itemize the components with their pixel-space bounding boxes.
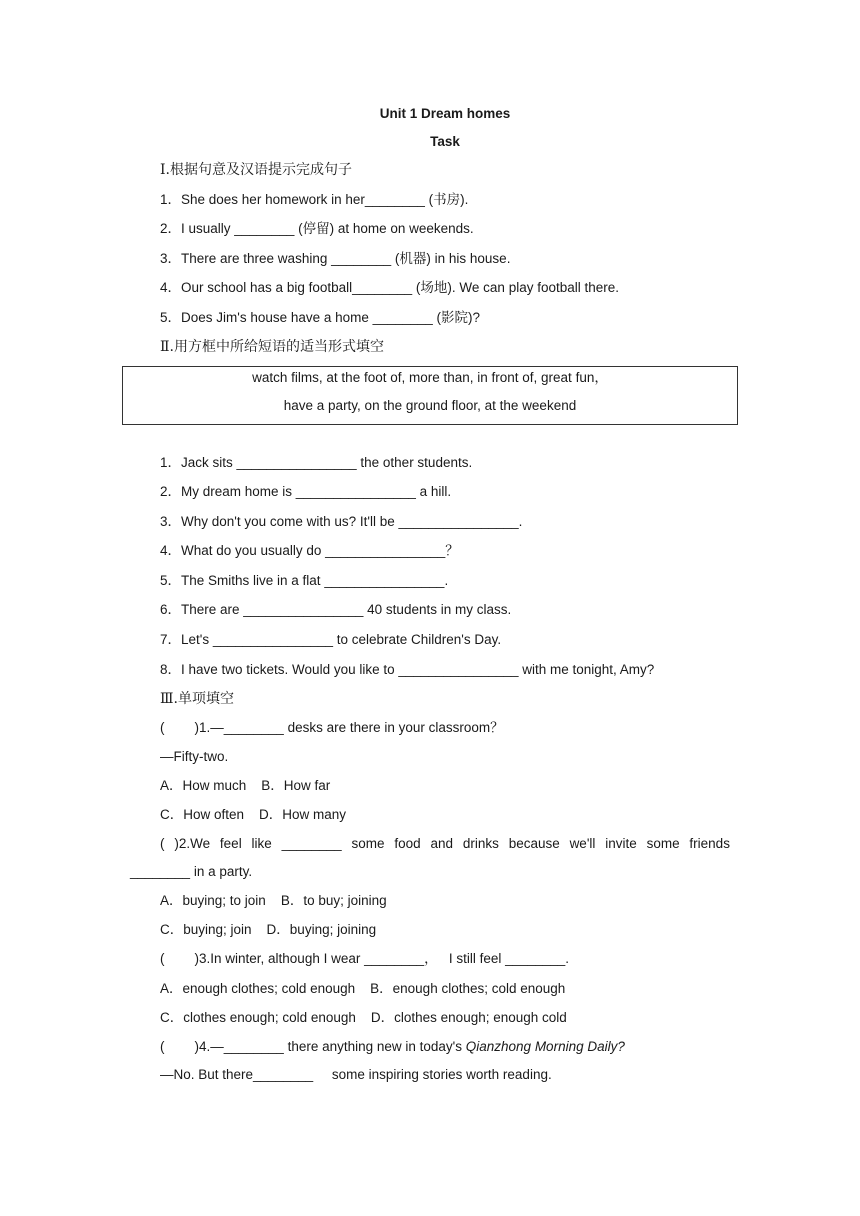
word-box [122, 366, 738, 425]
section2-item-4: 4．What do you usually do ________________？ [160, 543, 459, 558]
section1-item-5: 5．Does Jim's house have a home ________ (影院)? [160, 310, 480, 325]
question-2-options-ab: A．buying; to join B．to buy; joining [160, 893, 387, 908]
page-title: Unit 1 Dream homes [379, 106, 511, 121]
q2-word: ________ [281, 836, 342, 851]
section2-item-8: 8．I have two tickets. Would you like to ________________ with me tonight, Amy? [160, 662, 655, 677]
q2-word: we'll [569, 836, 596, 851]
newspaper-title: Qianzhong Morning Daily? [465, 1039, 625, 1054]
q2-word: )2.We [174, 836, 211, 851]
question-3-options-cd: C．clothes enough; cold enough D．clothes enough; enough cold [160, 1010, 567, 1025]
section1-item-1: 1．She does her homework in her________ (书房). [160, 192, 469, 207]
section2-item-7: 7．Let's ________________ to celebrate Children's Day. [160, 632, 502, 647]
q2-word: drinks [462, 836, 499, 851]
question-1-answer: —Fifty-two. [160, 749, 229, 764]
q2-word: feel [219, 836, 242, 851]
section1-heading: Ⅰ.根据句意及汉语提示完成句子 [160, 162, 352, 178]
question-4 [160, 1037, 625, 1057]
q2-word: some [351, 836, 385, 851]
section2-heading: Ⅱ.用方框中所给短语的适当形式填空 [160, 339, 384, 355]
question-1-options-cd: C．How often D．How many [160, 807, 347, 822]
page-subtitle: Task [430, 134, 460, 149]
section2-item-1: 1．Jack sits ________________ the other students. [160, 455, 473, 470]
q2-word: like [251, 836, 272, 851]
section1-item-3: 3．There are three washing ________ (机器) in his house. [160, 251, 511, 266]
section1-item-4: 4．Our school has a big football________ (场地). We can play football there. [160, 280, 620, 295]
question-2-options-cd: C．buying; join D．buying; joining [160, 922, 377, 937]
q2-word: invite [605, 836, 637, 851]
word-box-line-2: have a party, on the ground floor, at the weekend [283, 398, 577, 413]
q2-word: ( [160, 836, 165, 851]
q2-word: friends [689, 836, 730, 851]
q2-word: some [646, 836, 680, 851]
section2-item-3: 3．Why don't you come with us? It'll be ________________. [160, 514, 523, 529]
section2-item-5: 5．The Smiths live in a flat ________________. [160, 573, 449, 588]
question-3-options-ab: A．enough clothes; cold enough B．enough clothes; cold enough [160, 981, 566, 996]
q2-word: because [508, 836, 560, 851]
word-box-line-1: watch films, at the foot of, more than, in front of, great fun， [252, 370, 608, 385]
question-2-continuation: ________ in a party. [130, 864, 253, 879]
question-1: ( )1.—________ desks are there in your classroom？ [160, 720, 504, 735]
q2-word: food [394, 836, 421, 851]
question-4-answer: —No. But there________ some inspiring stories worth reading. [160, 1067, 552, 1082]
q2-word: and [430, 836, 454, 851]
section3-heading: Ⅲ.单项填空 [160, 691, 234, 707]
question-1-options-ab: A．How much B．How far [160, 778, 331, 793]
question-4-text: ( )4.—________ there anything new in today's [160, 1039, 466, 1054]
question-3: ( )3.In winter, although I wear ________， I still feel ________. [160, 951, 569, 966]
section2-item-6: 6．There are ________________ 40 students in my class. [160, 602, 512, 617]
question-2 [160, 834, 730, 854]
section2-item-2: 2．My dream home is ________________ a hill. [160, 484, 452, 499]
section1-item-2: 2．I usually ________ (停留) at home on weekends. [160, 221, 474, 236]
